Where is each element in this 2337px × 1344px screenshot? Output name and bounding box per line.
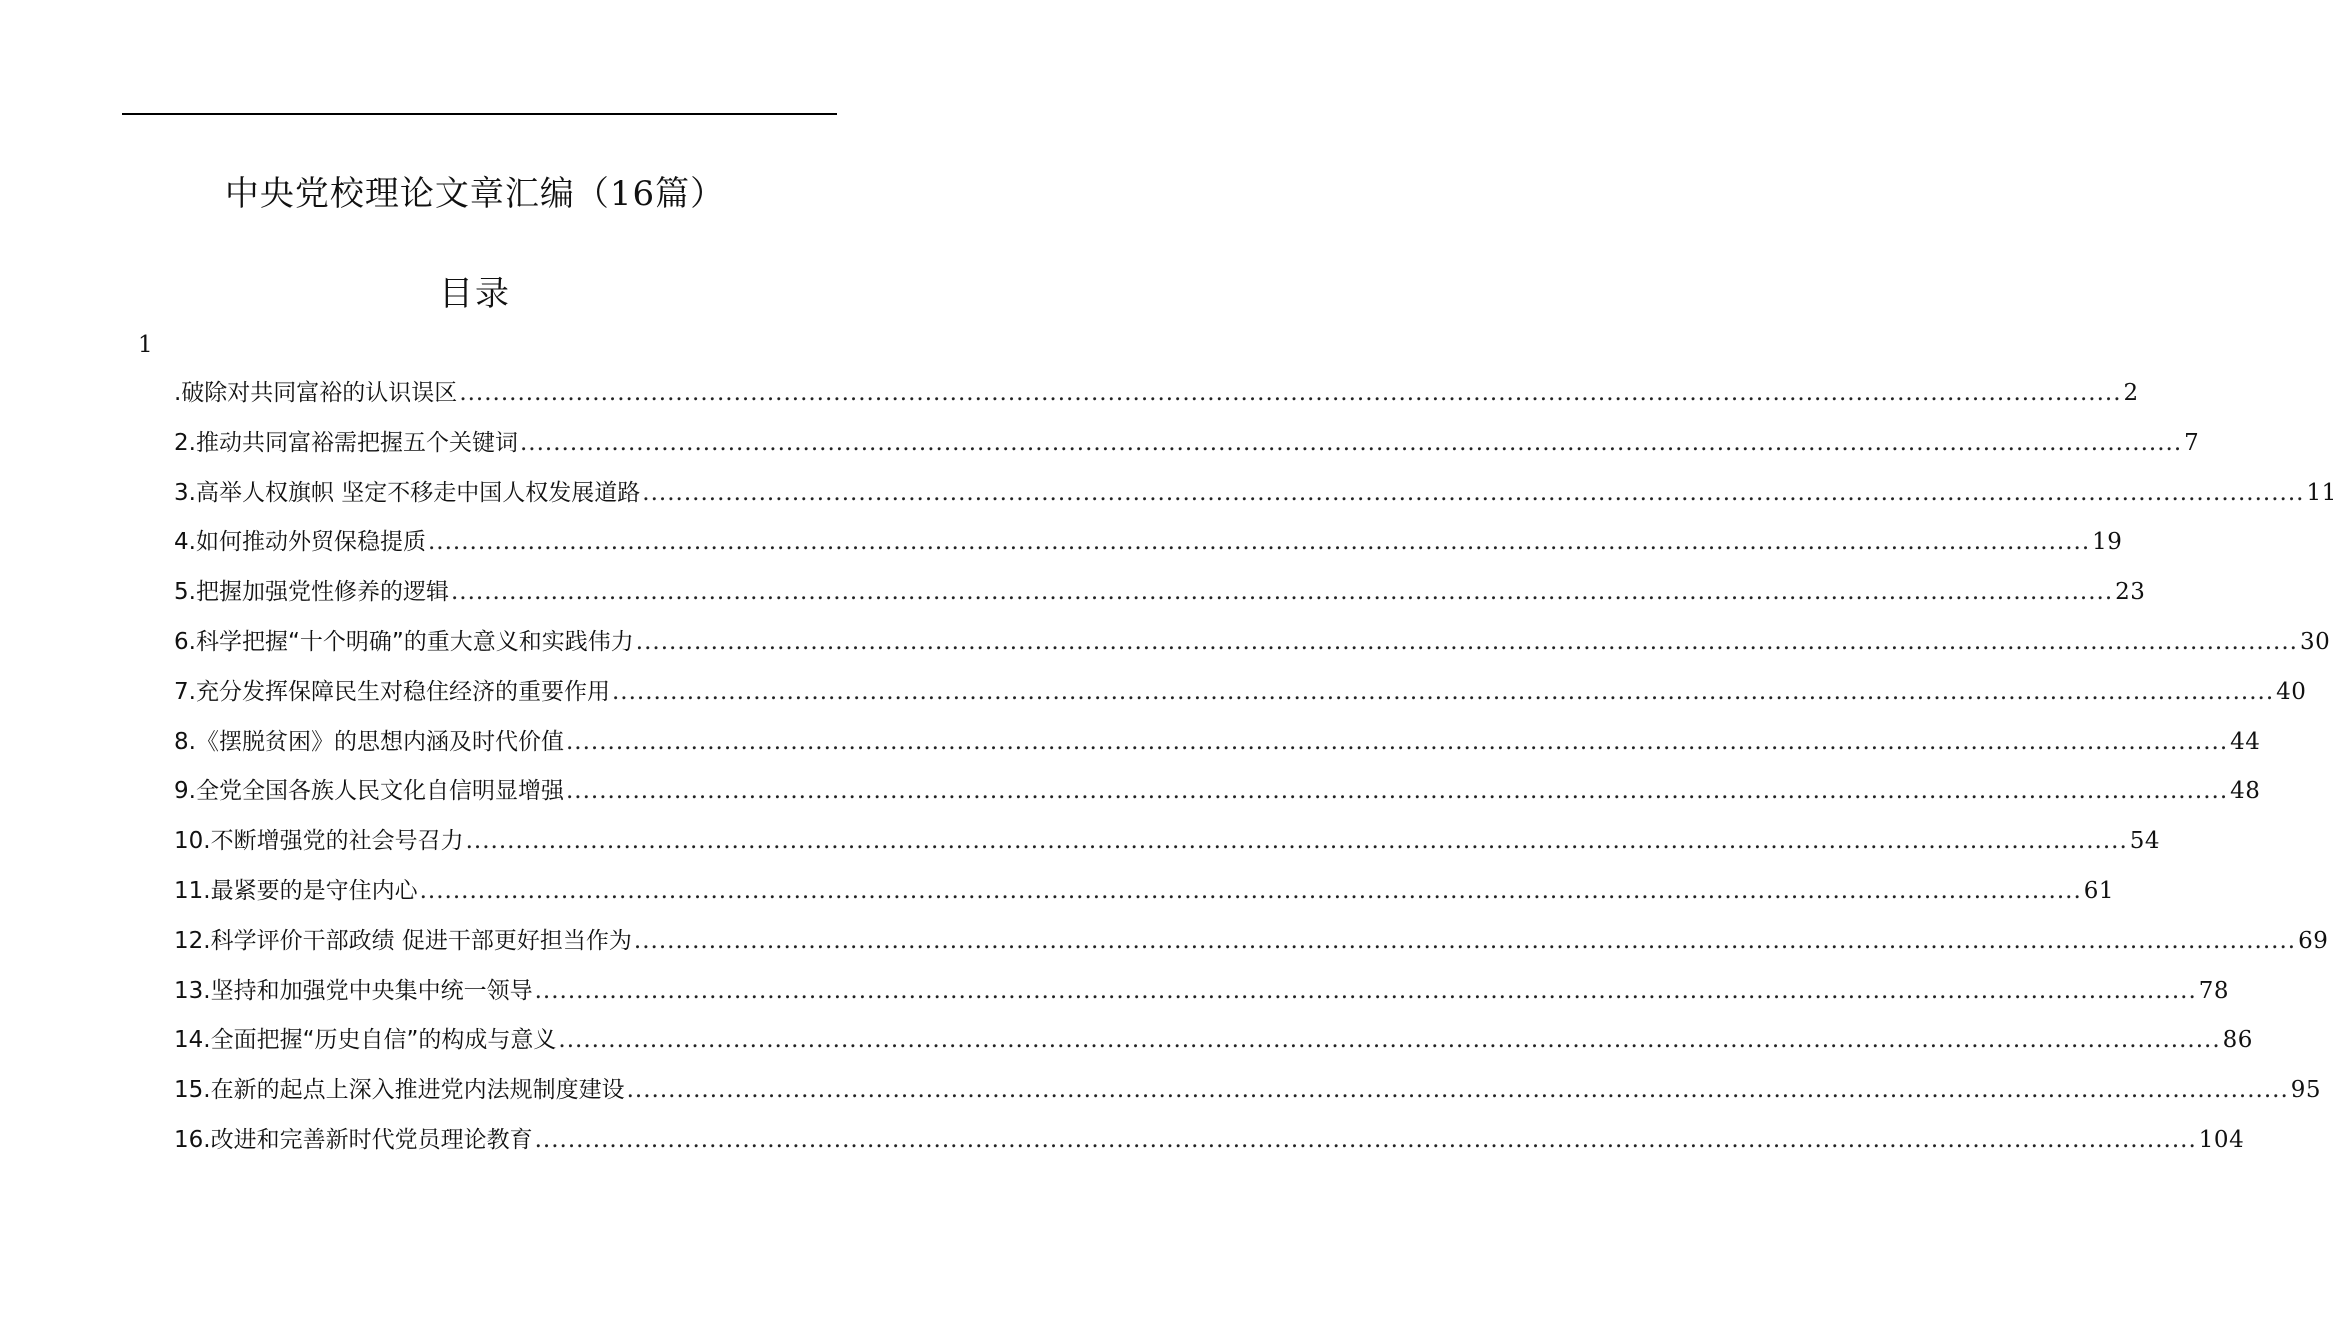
toc-entry-title: 8.《摆脱贫困》的思想内涵及时代价值 <box>174 728 564 755</box>
toc-entry[interactable] <box>174 1020 2253 1070</box>
toc-entry-title: 2.推动共同富裕需把握五个关键词 <box>174 429 518 456</box>
toc-entry-page: 54 <box>2129 828 2161 855</box>
toc-leader-dots: ........................................................................................................................................................................................................ <box>565 778 2229 805</box>
toc-entry-page: 2 <box>2123 380 2139 406</box>
toc-entry-title: 5.把握加强党性修养的逻辑 <box>174 579 449 606</box>
toc-entry-title: 6.科学把握“十个明确”的重大意义和实践伟力 <box>174 628 634 655</box>
toc-entry-page: 86 <box>2222 1027 2253 1054</box>
toc-leader-dots: ........................................................................................................................................................................................................ <box>626 1077 2289 1104</box>
toc-leader-dots: ........................................................................................................................................................................................................ <box>635 628 2298 655</box>
toc-entry-page: 44 <box>2230 728 2261 755</box>
toc-entry[interactable] <box>174 672 2307 722</box>
list-number: 1 <box>138 332 153 358</box>
toc-entry[interactable] <box>174 771 2261 821</box>
toc-entry-title: 13.坚持和加强党中央集中统一领导 <box>174 977 533 1004</box>
toc-entry-title: 16.改进和完善新时代党员理论教育 <box>174 1126 533 1153</box>
document-title-count: 16 <box>609 174 656 214</box>
toc-entry-page: 61 <box>2083 877 2115 904</box>
toc-entry[interactable] <box>174 921 2329 971</box>
document-title-prefix: 中央党校理论文章汇编（ <box>224 174 610 214</box>
document-title <box>0 168 950 220</box>
toc-leader-dots: ........................................................................................................................................................................................................ <box>519 429 2183 456</box>
toc-leader-dots: ........................................................................................................................................................................................................ <box>558 1027 2221 1054</box>
toc-entry-page: 69 <box>2298 927 2329 954</box>
toc-entry[interactable] <box>174 473 2337 523</box>
toc-leader-dots: ........................................................................................................................................................................................................ <box>419 877 2082 904</box>
toc-entry-title: 3.高举人权旗帜 坚定不移走中国人权发展道路 <box>174 479 641 506</box>
toc-entry-title: 9.全党全国各族人民文化自信明显增强 <box>174 778 564 805</box>
toc-entry-title: 12.科学评价干部政绩 促进干部更好担当作为 <box>174 927 632 954</box>
toc-entry[interactable] <box>174 373 2139 423</box>
toc-entry-title: 7.充分发挥保障民生对稳住经济的重要作用 <box>174 678 610 705</box>
toc-entry-page: 104 <box>2198 1126 2245 1153</box>
toc-entry-page: 95 <box>2290 1077 2322 1104</box>
toc-entry-page: 7 <box>2184 429 2200 456</box>
toc-leader-dots: ........................................................................................................................................................................................................ <box>427 529 2091 556</box>
toc-entry[interactable] <box>174 423 2200 473</box>
toc-entry-title: 10.不断增强党的社会号召力 <box>174 828 464 855</box>
toc-entry[interactable] <box>174 871 2115 921</box>
toc-entry-page: 40 <box>2276 678 2307 705</box>
header-rule <box>122 113 837 115</box>
toc-entry-title: 15.在新的起点上深入推进党内法规制度建设 <box>174 1077 625 1104</box>
toc-entry-page: 48 <box>2230 778 2261 805</box>
toc-entry-page: 19 <box>2092 529 2123 556</box>
toc-entry-page: 78 <box>2198 977 2230 1004</box>
toc-entry[interactable] <box>174 1120 2245 1170</box>
toc-leader-dots: ........................................................................................................................................................................................................ <box>565 728 2229 755</box>
toc-entry[interactable] <box>174 572 2146 622</box>
toc-entry-page: 23 <box>2115 579 2146 606</box>
toc-leader-dots: ........................................................................................................................................................................................................ <box>633 927 2297 954</box>
toc-entry-title: 11.最紧要的是守住内心 <box>174 877 418 904</box>
toc-entry-page: 30 <box>2300 628 2331 655</box>
toc-entry[interactable] <box>174 722 2261 772</box>
toc-leader-dots: ........................................................................................................................................................................................................ <box>459 380 2122 406</box>
toc-leader-dots: ........................................................................................................................................................................................................ <box>534 1126 2197 1153</box>
document-title-suffix: 篇） <box>655 174 726 214</box>
toc-entry-title: 4.如何推动外贸保稳提质 <box>174 529 426 556</box>
toc-entry-page: 11 <box>2306 479 2337 506</box>
toc-leader-dots: ........................................................................................................................................................................................................ <box>465 828 2128 855</box>
toc-leader-dots: ........................................................................................................................................................................................................ <box>611 678 2275 705</box>
toc-entry[interactable] <box>174 522 2123 572</box>
toc-entry[interactable] <box>174 821 2161 871</box>
toc-entry[interactable] <box>174 1070 2322 1120</box>
toc-leader-dots: ........................................................................................................................................................................................................ <box>450 579 2114 606</box>
table-of-contents <box>174 373 2337 1170</box>
toc-heading: 目录 <box>439 274 511 314</box>
toc-entry[interactable] <box>174 971 2230 1021</box>
toc-leader-dots: ........................................................................................................................................................................................................ <box>642 479 2305 506</box>
toc-entry-title: 14.全面把握“历史自信”的构成与意义 <box>174 1027 557 1054</box>
toc-entry[interactable] <box>174 622 2331 672</box>
toc-entry-title: .破除对共同富裕的认识误区 <box>174 380 458 406</box>
toc-leader-dots: ........................................................................................................................................................................................................ <box>534 977 2197 1004</box>
